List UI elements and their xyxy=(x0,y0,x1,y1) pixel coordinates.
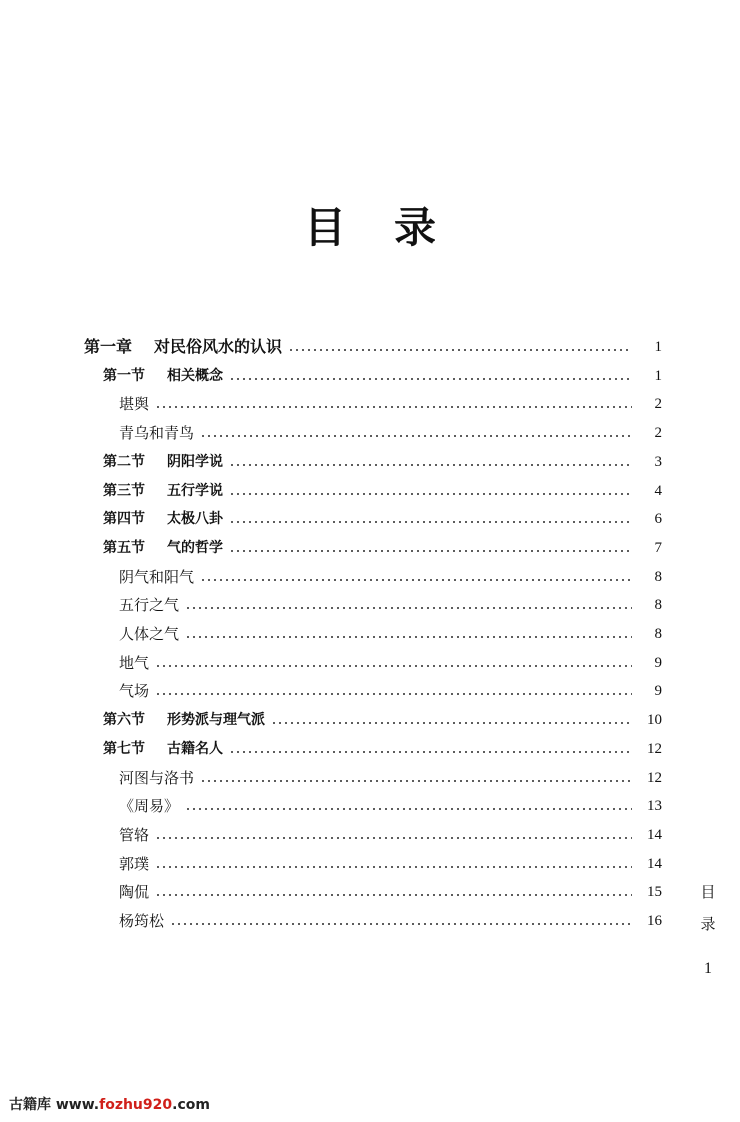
toc-entry-label xyxy=(119,821,149,849)
toc-entry-page: 8 xyxy=(654,568,662,585)
toc-entry-title: 气的哲学 xyxy=(167,539,223,556)
toc-entry-page: 10 xyxy=(647,712,662,729)
toc-entry-title: 堪舆 xyxy=(119,395,150,414)
toc-entry-page: 3 xyxy=(654,453,662,470)
toc-entry-number: 第一章 xyxy=(84,337,133,356)
dot-leader xyxy=(271,722,632,724)
toc-entry-label xyxy=(119,792,179,820)
toc-entry-page: 6 xyxy=(654,511,662,528)
dot-leader xyxy=(155,665,632,667)
dot-leader xyxy=(288,349,632,351)
toc-entry-page: 2 xyxy=(654,396,662,413)
toc-entry-title: 郭璞 xyxy=(119,854,150,873)
toc-entry-label xyxy=(103,362,223,390)
toc-entry[interactable] xyxy=(119,390,662,418)
toc-entry-label xyxy=(103,477,223,505)
toc-entry-page: 1 xyxy=(654,367,662,384)
toc-entry-label xyxy=(103,505,223,533)
toc-entry-label xyxy=(119,677,149,705)
toc-entry-number: 第七节 xyxy=(103,740,145,757)
toc-entry-number: 第三节 xyxy=(103,482,145,499)
toc-entry-title: 人体之气 xyxy=(119,625,180,643)
toc-entry[interactable] xyxy=(103,735,662,763)
dot-leader xyxy=(185,808,632,810)
dot-leader xyxy=(229,378,632,380)
toc-entry[interactable] xyxy=(84,333,662,361)
toc-entry-label xyxy=(119,907,164,935)
toc-entry[interactable] xyxy=(119,419,662,447)
toc-entry[interactable] xyxy=(119,620,662,648)
toc-entry-page: 12 xyxy=(647,740,662,757)
toc-entry-page: 12 xyxy=(647,769,662,786)
dot-leader xyxy=(170,923,632,925)
toc-entry-label xyxy=(103,706,265,734)
toc-entry-label xyxy=(119,878,149,906)
toc-entry-page: 15 xyxy=(647,884,662,901)
toc-entry-label xyxy=(119,591,179,619)
toc-entry-page: 2 xyxy=(654,425,662,442)
toc-entry-title: 古籍名人 xyxy=(167,740,223,757)
page-title xyxy=(0,196,740,260)
toc-entry-page: 8 xyxy=(654,597,662,614)
toc-entry[interactable] xyxy=(119,878,662,906)
toc-entry-title: 形势派与理气派 xyxy=(167,712,265,729)
running-head xyxy=(698,876,718,940)
toc-entry-label xyxy=(119,764,194,792)
watermark-brand: fozhu920 xyxy=(99,1097,173,1113)
dot-leader xyxy=(185,636,632,638)
dot-leader xyxy=(155,866,632,868)
toc-entry-title: 青乌和青鸟 xyxy=(119,424,195,443)
toc-entry-title: 五行之气 xyxy=(119,596,180,615)
toc-entry-title: 五行学说 xyxy=(167,482,223,499)
toc-entry-page: 16 xyxy=(647,913,662,929)
dot-leader xyxy=(155,837,632,839)
dot-leader xyxy=(155,406,632,408)
toc-entry-title: 河图与洛书 xyxy=(119,768,195,787)
toc-entry-label xyxy=(119,419,194,447)
toc-entry-label xyxy=(119,620,179,648)
dot-leader xyxy=(229,751,632,753)
toc-entry[interactable] xyxy=(119,591,662,619)
toc-entry-label xyxy=(84,333,282,361)
toc-entry-page: 8 xyxy=(654,626,662,642)
toc-entry-page: 13 xyxy=(647,798,662,815)
dot-leader xyxy=(200,579,632,581)
toc-entry[interactable] xyxy=(103,362,662,390)
toc-entry-number: 第一节 xyxy=(103,367,145,384)
toc-entry-title: 相关概念 xyxy=(167,367,223,384)
toc-entry-page: 7 xyxy=(654,539,662,556)
toc-entry-number: 第五节 xyxy=(103,539,145,556)
running-head-char-2: 录 xyxy=(700,915,716,933)
toc-entry-page: 9 xyxy=(654,683,662,700)
dot-leader xyxy=(200,435,632,437)
toc-entry-page: 4 xyxy=(654,482,662,499)
toc-entry-page: 14 xyxy=(647,826,662,843)
toc-entry-page: 14 xyxy=(647,855,662,872)
toc-entry[interactable] xyxy=(103,505,662,533)
watermark xyxy=(9,1094,210,1116)
page-title-char-2: 录 xyxy=(394,203,437,252)
toc-entry-title: 《周易》 xyxy=(119,797,180,816)
toc-entry-page: 9 xyxy=(654,654,662,671)
toc-entry-label xyxy=(119,850,149,878)
toc-entry-title: 对民俗风水的认识 xyxy=(154,337,283,356)
dot-leader xyxy=(229,550,632,552)
toc-entry-title: 阴气和阳气 xyxy=(119,567,195,586)
toc-entry[interactable] xyxy=(119,563,662,591)
watermark-prefix: 古籍库 www. xyxy=(9,1097,100,1113)
toc-entry-title: 地气 xyxy=(119,653,150,672)
toc-entry[interactable] xyxy=(119,907,662,935)
toc-entry-page: 1 xyxy=(654,339,662,355)
toc-entry-label xyxy=(119,563,194,591)
toc-entry-number: 第二节 xyxy=(103,453,145,470)
toc-entry-label xyxy=(103,735,223,763)
dot-leader xyxy=(229,493,632,495)
toc-entry[interactable] xyxy=(103,477,662,505)
dot-leader xyxy=(229,464,632,466)
dot-leader xyxy=(200,780,632,782)
toc-entry-title: 太极八卦 xyxy=(167,511,223,528)
toc-entry[interactable] xyxy=(119,649,662,677)
toc-entry-number: 第四节 xyxy=(103,511,145,528)
dot-leader xyxy=(185,607,632,609)
page-title-char-1: 目 xyxy=(303,203,346,252)
toc-entry-label xyxy=(103,448,223,476)
page-number: 1 xyxy=(704,960,712,977)
toc-entry[interactable] xyxy=(119,764,662,792)
toc-entry-title: 杨筠松 xyxy=(119,912,165,930)
toc-entry[interactable] xyxy=(119,850,662,878)
dot-leader xyxy=(155,894,632,896)
toc-entry[interactable] xyxy=(103,534,662,562)
dot-leader xyxy=(155,693,632,695)
dot-leader xyxy=(229,521,632,523)
toc-entry-label xyxy=(119,649,149,677)
toc-entry-label xyxy=(103,534,223,562)
toc-entry[interactable] xyxy=(119,677,662,705)
toc-entry-title: 管辂 xyxy=(119,825,150,844)
toc-entry-title: 气场 xyxy=(119,682,150,701)
toc-entry[interactable] xyxy=(119,821,662,849)
running-head-char-1: 目 xyxy=(700,883,716,901)
toc-entry-number: 第六节 xyxy=(103,712,145,729)
toc-entry[interactable] xyxy=(119,792,662,820)
watermark-suffix: .com xyxy=(172,1097,210,1113)
toc-entry-title: 陶侃 xyxy=(119,883,150,902)
toc-entry-title: 阴阳学说 xyxy=(167,453,223,470)
toc-entry-label xyxy=(119,390,149,418)
toc-entry[interactable] xyxy=(103,448,662,476)
toc-entry[interactable] xyxy=(103,706,662,734)
